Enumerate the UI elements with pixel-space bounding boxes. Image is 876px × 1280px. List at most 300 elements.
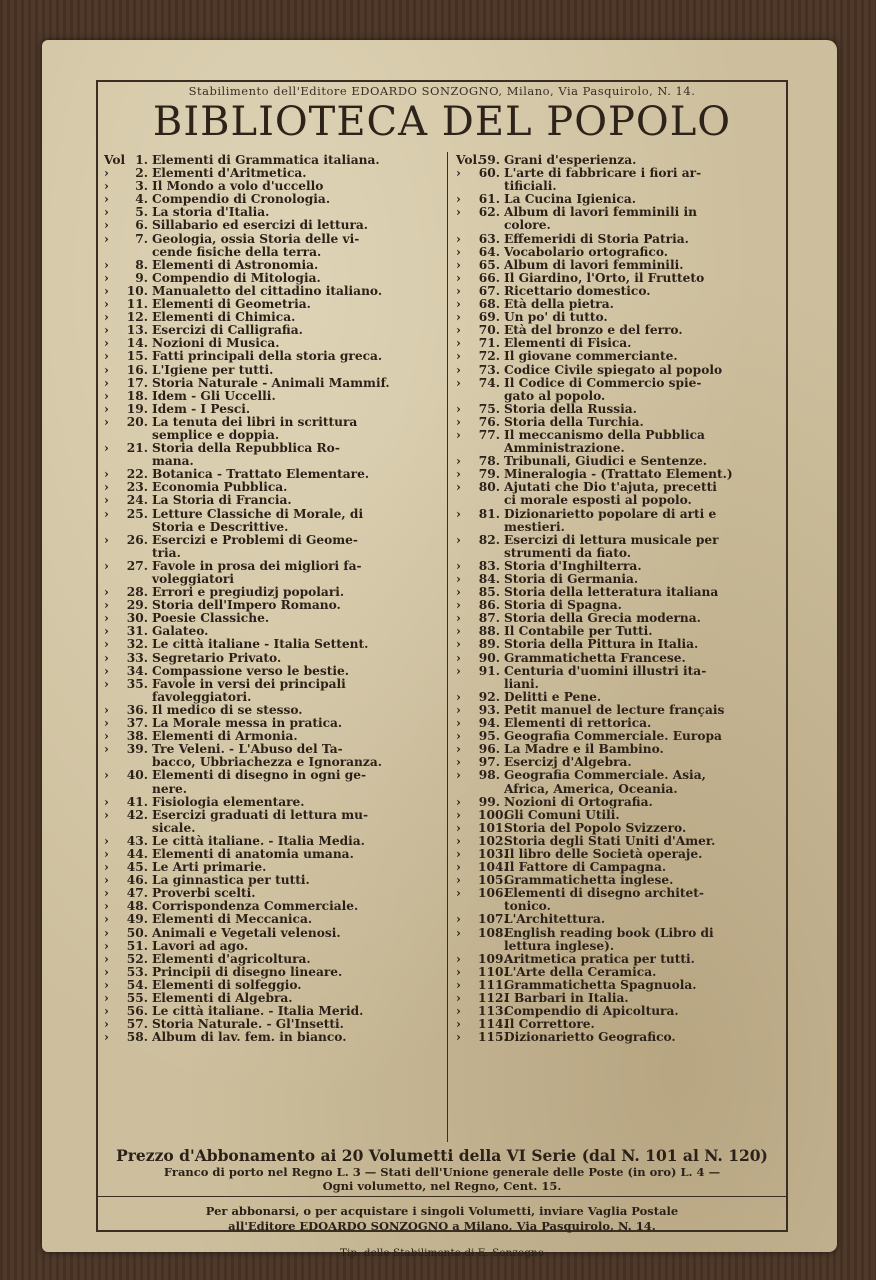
- catalog-entry: [104, 324, 442, 337]
- volume-title: Storia della Repubblica Ro-: [152, 442, 340, 456]
- volume-title: Storia Naturale. - Gl'Insetti.: [152, 1018, 344, 1032]
- volume-number: 98.: [478, 768, 500, 783]
- volume-number: 67.: [478, 283, 500, 298]
- volume-title: Elementi di Algebra.: [152, 992, 293, 1005]
- volume-title: Il Contabile per Tutti.: [504, 625, 653, 639]
- volume-number: 54.: [126, 977, 148, 992]
- entry-prefix: ›: [456, 257, 461, 272]
- volume-title: Animali e Vegetali velenosi.: [152, 926, 341, 940]
- volume-title: L'Architettura.: [504, 913, 606, 927]
- volume-title: Idem - I Pesci.: [152, 402, 251, 416]
- volume-title: Le città italiane. - Italia Merid.: [152, 1005, 364, 1019]
- volume-number: 17.: [126, 375, 148, 390]
- entry-prefix: ›: [456, 873, 461, 888]
- entry-prefix: ›: [104, 624, 109, 639]
- catalog-entry: [456, 534, 782, 547]
- entry-prefix: ›: [104, 912, 109, 927]
- volume-title: La tenuta dei libri in scrittura: [152, 415, 358, 429]
- volume-number: 19.: [126, 401, 148, 416]
- entry-prefix: ›: [104, 663, 109, 678]
- entry-prefix: ›: [456, 951, 461, 966]
- catalog-entry: [456, 481, 782, 494]
- catalog-entry: [104, 940, 442, 953]
- entry-prefix: ›: [104, 676, 109, 691]
- entry-prefix: ›: [456, 663, 461, 678]
- catalog-entry: [104, 337, 442, 350]
- catalog-entry: [104, 665, 442, 678]
- volume-title: Sillabario ed esercizi di lettura.: [152, 219, 369, 233]
- volume-number: 104.: [478, 860, 508, 875]
- entry-prefix: ›: [104, 283, 109, 298]
- volume-number: 115.: [478, 1030, 508, 1045]
- volume-number: 13.: [126, 323, 148, 338]
- volume-title: Storia della Russia.: [504, 402, 637, 416]
- entry-prefix: ›: [456, 323, 461, 338]
- volume-number: 109.: [478, 951, 508, 966]
- entry-prefix: ›: [104, 951, 109, 966]
- volume-title: Storia dell'Impero Romano.: [152, 599, 341, 613]
- entry-prefix: ›: [104, 768, 109, 783]
- entry-prefix: ›: [456, 611, 461, 626]
- volume-title: La Madre e il Bambino.: [504, 743, 664, 757]
- volume-number: 25.: [126, 506, 148, 521]
- volume-title: Vocabolario ortografico.: [504, 245, 668, 259]
- catalog-left-column: [104, 154, 442, 1044]
- order-line-2: all'Editore EDOARDO SONZOGNO a Milano, Via Pasquirolo, N. 14.: [228, 1219, 656, 1233]
- catalog-entry: [104, 259, 442, 272]
- entry-prefix: ›: [456, 637, 461, 652]
- volume-number: 91.: [478, 663, 500, 678]
- entry-prefix: ›: [456, 414, 461, 429]
- volume-number: 32.: [126, 637, 148, 652]
- entry-prefix: ›: [456, 558, 461, 573]
- entry-prefix: ›: [104, 401, 109, 416]
- catalog-entry: [104, 364, 442, 377]
- catalog-entry: [456, 953, 782, 966]
- volume-title: Esercizi di Calligrafia.: [152, 324, 303, 338]
- entry-prefix: ›: [456, 598, 461, 613]
- shipping-terms: [98, 1165, 786, 1193]
- entry-prefix: ›: [104, 716, 109, 731]
- entry-prefix: ›: [104, 179, 109, 194]
- entry-prefix: ›: [456, 624, 461, 639]
- entry-prefix: ›: [456, 480, 461, 495]
- volume-title: Poesie Classiche.: [152, 612, 270, 626]
- entry-prefix: ›: [104, 270, 109, 285]
- catalog-entry: [104, 442, 442, 455]
- volume-title: Lavori ad ago.: [152, 939, 249, 953]
- volume-number: 50.: [126, 925, 148, 940]
- entry-prefix: ›: [104, 899, 109, 914]
- catalog-entry: [104, 298, 442, 311]
- catalog-entry: [456, 403, 782, 416]
- catalog-entry: [104, 154, 442, 167]
- volume-title-continuation: tonico.: [504, 900, 551, 914]
- volume-title: La Morale messa in pratica.: [152, 717, 343, 731]
- entry-prefix: ›: [456, 166, 461, 181]
- catalog-entry: [104, 835, 442, 848]
- catalog-entry: [456, 743, 782, 756]
- volume-title: Elementi di Geometria.: [152, 298, 311, 312]
- volume-title: Corrispondenza Commerciale.: [152, 900, 359, 914]
- catalog-entry: [104, 887, 442, 900]
- volume-number: 110.: [478, 964, 508, 979]
- shipping-line-2: Ogni volumetto, nel Regno, Cent. 15.: [322, 1179, 562, 1193]
- entry-prefix: ›: [104, 925, 109, 940]
- volume-title: Favole in prosa dei migliori fa-: [152, 559, 362, 573]
- volume-title: Esercizi di lettura musicale per: [504, 533, 719, 547]
- catalog-entry: [104, 927, 442, 940]
- volume-title: Economia Pubblica.: [152, 481, 288, 495]
- volume-title: Storia di Spagna.: [504, 599, 622, 613]
- volume-number: 107.: [478, 912, 508, 927]
- catalog-entry: [104, 416, 442, 429]
- catalog-entry: [456, 416, 782, 429]
- entry-prefix: ›: [456, 336, 461, 351]
- volume-title: La ginnastica per tutti.: [152, 874, 310, 888]
- volume-title: Manualetto del cittadino italiano.: [152, 284, 383, 298]
- volume-number: 56.: [126, 1004, 148, 1019]
- catalog-entry: [104, 599, 442, 612]
- volume-number: 71.: [478, 336, 500, 351]
- entry-prefix: ›: [456, 820, 461, 835]
- volume-number: 52.: [126, 951, 148, 966]
- volume-title: Compendio di Apicoltura.: [504, 1005, 679, 1019]
- volume-title: Un po' di tutto.: [504, 311, 608, 325]
- volume-number: 92.: [478, 689, 500, 704]
- page-frame: [96, 80, 788, 1259]
- entry-prefix: ›: [456, 454, 461, 469]
- volume-title: Storia d'Inghilterra.: [504, 559, 642, 573]
- volume-title: Nozioni di Ortografia.: [504, 795, 653, 809]
- entry-prefix: ›: [104, 860, 109, 875]
- volume-number: 15.: [126, 349, 148, 364]
- volume-title: Botanica - Trattato Elementare.: [152, 468, 370, 482]
- volume-title: Grammatichetta inglese.: [504, 874, 674, 888]
- volume-number: 106.: [478, 886, 508, 901]
- volume-number: 103.: [478, 846, 508, 861]
- catalog-entry: [104, 534, 442, 547]
- volume-title-continuation: ci morale esposti al popolo.: [504, 494, 692, 508]
- volume-number: 1.: [135, 153, 148, 167]
- volume-number: 49.: [126, 912, 148, 927]
- volume-title: Nozioni di Musica.: [152, 337, 280, 351]
- catalog-entry: [104, 1018, 442, 1031]
- catalog-entry: [104, 193, 442, 206]
- catalog-entry: [456, 638, 782, 651]
- entry-prefix: ›: [104, 257, 109, 272]
- volume-title-continuation: liani.: [504, 677, 539, 691]
- volume-number: 83.: [478, 558, 500, 573]
- catalog-entry: [104, 861, 442, 874]
- volume-title: Elementi di solfeggio.: [152, 978, 302, 992]
- volume-number: 34.: [126, 663, 148, 678]
- catalog-entry: [456, 586, 782, 599]
- volume-number: 37.: [126, 716, 148, 731]
- catalog-entry: [456, 259, 782, 272]
- catalog-entry: [104, 743, 442, 756]
- volume-number: 100.: [478, 807, 508, 822]
- volume-number: 10.: [126, 283, 148, 298]
- entry-prefix: ›: [456, 964, 461, 979]
- catalog-entry: [104, 468, 442, 481]
- entry-prefix: ›: [104, 441, 109, 456]
- volume-title-continuation: favoleggiatori.: [152, 690, 252, 704]
- catalog-entry: [104, 848, 442, 861]
- catalog-entry: [104, 494, 442, 507]
- catalog-entry: [456, 455, 782, 468]
- volume-number: 81.: [478, 506, 500, 521]
- volume-title: Elementi di Meccanica.: [152, 913, 313, 927]
- volume-title: Album di lav. fem. in bianco.: [152, 1031, 347, 1045]
- volume-number: 63.: [478, 231, 500, 246]
- volume-title: Il libro delle Società operaje.: [504, 847, 703, 861]
- volume-title-continuation: semplice e doppia.: [152, 428, 280, 442]
- entry-prefix: ›: [456, 912, 461, 927]
- entry-prefix: ›: [104, 702, 109, 717]
- catalog-entry: [456, 206, 782, 219]
- volume-title: Codice Civile spiegato al popolo: [504, 363, 723, 377]
- volume-number: 16.: [126, 362, 148, 377]
- entry-prefix: ›: [104, 585, 109, 600]
- volume-number: 77.: [478, 427, 500, 442]
- entry-prefix: ›: [456, 846, 461, 861]
- volume-title: Il meccanismo della Pubblica: [504, 428, 705, 442]
- catalog-entry: [456, 246, 782, 259]
- volume-number: 59.: [478, 153, 500, 167]
- catalog-entry: [104, 874, 442, 887]
- volume-title: Favole in versi dei principali: [152, 677, 346, 691]
- catalog-entry: [456, 730, 782, 743]
- volume-title: Età della pietra.: [504, 298, 614, 312]
- volume-number: 24.: [126, 493, 148, 508]
- entry-prefix: ›: [104, 218, 109, 233]
- volume-number: 76.: [478, 414, 500, 429]
- volume-title: Delitti e Pene.: [504, 690, 602, 704]
- entry-prefix: ›: [456, 192, 461, 207]
- volume-number: 44.: [126, 846, 148, 861]
- catalog-entry: [456, 508, 782, 521]
- volume-title: Il Fattore di Campagna.: [504, 861, 667, 875]
- volume-number: 55.: [126, 991, 148, 1005]
- volume-title-continuation: sicale.: [152, 821, 196, 835]
- volume-title: Fatti principali della storia greca.: [152, 350, 383, 364]
- catalog-entry: [104, 900, 442, 913]
- catalog-entry: [456, 652, 782, 665]
- volume-title: Età del bronzo e del ferro.: [504, 324, 683, 338]
- volume-number: 9.: [135, 270, 148, 285]
- volume-number: 89.: [478, 637, 500, 652]
- catalog-entry: [456, 809, 782, 822]
- volume-title: Dizionarietto popolare di arti e: [504, 507, 717, 521]
- entry-prefix: ›: [456, 375, 461, 390]
- entry-prefix: ›: [456, 742, 461, 757]
- volume-title: Il medico di se stesso.: [152, 703, 303, 717]
- catalog-entry: [456, 468, 782, 481]
- volume-number: 75.: [478, 401, 500, 416]
- volume-number: 43.: [126, 833, 148, 848]
- catalog-entry: [104, 586, 442, 599]
- catalog-entry: [456, 167, 782, 180]
- entry-prefix: ›: [104, 388, 109, 403]
- entry-prefix: ›: [104, 991, 109, 1005]
- catalog-entry: [104, 717, 442, 730]
- volume-number: 70.: [478, 323, 500, 338]
- catalog-entry: [456, 337, 782, 350]
- entry-prefix: ›: [456, 794, 461, 809]
- volume-number: 87.: [478, 611, 500, 626]
- volume-number: 14.: [126, 336, 148, 351]
- volume-number: 48.: [126, 899, 148, 914]
- catalog-entry: [456, 599, 782, 612]
- volume-title: Elementi di Fisica.: [504, 337, 632, 351]
- entry-prefix: ›: [456, 270, 461, 285]
- volume-number: 47.: [126, 886, 148, 901]
- volume-number: 53.: [126, 964, 148, 979]
- volume-title: Grammatichetta Francese.: [504, 651, 686, 665]
- entry-prefix: ›: [456, 427, 461, 442]
- entry-prefix: ›: [104, 506, 109, 521]
- catalog-entry: [456, 573, 782, 586]
- catalog-entry: [104, 560, 442, 573]
- volume-title: Elementi di Astronomia.: [152, 258, 319, 272]
- volume-title: Il Mondo a volo d'uccello: [152, 180, 324, 194]
- volume-title: Gli Comuni Utili.: [504, 808, 620, 822]
- entry-prefix: ›: [456, 886, 461, 901]
- catalog-entry: [104, 285, 442, 298]
- volume-title-continuation: tria.: [152, 546, 181, 560]
- entry-prefix: ›: [104, 1004, 109, 1019]
- catalog-entry: [104, 377, 442, 390]
- entry-prefix: ›: [104, 977, 109, 992]
- order-line-1: Per abbonarsi, o per acquistare i singoli Volumetti, inviare Vaglia Postale: [205, 1204, 679, 1218]
- catalog-entry: [456, 311, 782, 324]
- catalog-entry: [456, 350, 782, 363]
- volume-title: Fisiologia elementare.: [152, 795, 305, 809]
- volume-title-continuation: mestieri.: [504, 520, 565, 534]
- volume-number: 90.: [478, 650, 500, 665]
- entry-prefix: ›: [104, 846, 109, 861]
- entry-prefix: ›: [456, 925, 461, 940]
- volume-title: Le città italiane. - Italia Media.: [152, 834, 365, 848]
- catalog-entry: [456, 927, 782, 940]
- catalog-entry: [456, 966, 782, 979]
- entry-prefix: ›: [456, 716, 461, 731]
- volume-title: Geografia Commerciale. Europa: [504, 730, 722, 744]
- entry-prefix: ›: [104, 467, 109, 482]
- volume-title: Elementi di anatomia umana.: [152, 847, 354, 861]
- volume-number: 66.: [478, 270, 500, 285]
- volume-title: Storia della Grecia moderna.: [504, 612, 701, 626]
- volume-title: Elementi d'agricoltura.: [152, 952, 311, 966]
- volume-number: 21.: [126, 441, 148, 456]
- catalog-entry: [104, 403, 442, 416]
- volume-title: Grammatichetta Spagnuola.: [504, 978, 697, 992]
- catalog-entry: [456, 272, 782, 285]
- volume-title: Idem - Gli Uccelli.: [152, 389, 276, 403]
- volume-number: 113.: [478, 1004, 508, 1019]
- catalog-entry: [104, 979, 442, 992]
- volume-title-continuation: nere.: [152, 782, 188, 796]
- volume-number: 4.: [135, 192, 148, 207]
- volume-number: 45.: [126, 860, 148, 875]
- catalog-entry: [456, 612, 782, 625]
- volume-number: 39.: [126, 742, 148, 757]
- volume-title: Esercizi graduati di lettura mu-: [152, 808, 369, 822]
- volume-title: Letture Classiche di Morale, di: [152, 507, 364, 521]
- entry-prefix: ›: [104, 349, 109, 364]
- volume-title-continuation: cende fisiche della terra.: [152, 245, 322, 259]
- catalog-entry: [104, 809, 442, 822]
- volume-title: Geologia, ossia Storia delle vi-: [152, 232, 360, 246]
- volume-number: 64.: [478, 244, 500, 259]
- volume-title: Elementi di Armonia.: [152, 730, 298, 744]
- volume-number: 27.: [126, 558, 148, 573]
- volume-title-continuation: strumenti da fiato.: [504, 546, 631, 560]
- volume-number: 5.: [135, 205, 148, 220]
- volume-number: 62.: [478, 205, 500, 220]
- catalog-entry: [456, 717, 782, 730]
- catalog-entry: [104, 1031, 442, 1044]
- entry-prefix: ›: [456, 977, 461, 992]
- volume-title: Storia del Popolo Svizzero.: [504, 821, 687, 835]
- volume-number: 41.: [126, 794, 148, 809]
- entry-prefix: ›: [104, 886, 109, 901]
- entry-prefix: ›: [456, 1017, 461, 1032]
- catalog-entry: [104, 730, 442, 743]
- volume-number: 23.: [126, 480, 148, 495]
- catalog-entry: [456, 704, 782, 717]
- volume-title: Elementi di Grammatica italiana.: [152, 154, 380, 167]
- volume-number: 73.: [478, 362, 500, 377]
- catalog-entry: [104, 233, 442, 246]
- entry-prefix: ›: [104, 794, 109, 809]
- volume-title: Le città italiane - Italia Settent.: [152, 638, 369, 652]
- page-title: BIBLIOTECA DEL POPOLO: [152, 99, 732, 145]
- volume-number: 51.: [126, 938, 148, 953]
- order-instructions: [98, 1204, 786, 1234]
- volume-title: Errori e pregiudizj popolari.: [152, 586, 345, 600]
- volume-title: Esercizi e Problemi di Geome-: [152, 533, 358, 547]
- volume-number: 58.: [126, 1030, 148, 1045]
- entry-prefix: ›: [456, 532, 461, 547]
- volume-number: 38.: [126, 729, 148, 744]
- volume-number: 72.: [478, 349, 500, 364]
- volume-number: 42.: [126, 807, 148, 822]
- booklet-cover: [42, 40, 837, 1259]
- volume-number: 57.: [126, 1017, 148, 1032]
- volume-number: 88.: [478, 624, 500, 639]
- volume-title: Storia della Pittura in Italia.: [504, 638, 699, 652]
- catalog-entry: [456, 822, 782, 835]
- volume-title: Storia Naturale - Animali Mammif.: [152, 376, 390, 390]
- volume-title: L'arte di fabbricare i fiori ar-: [504, 167, 702, 181]
- catalog-entry: [456, 835, 782, 848]
- entry-prefix: ›: [104, 637, 109, 652]
- catalog-entry: [104, 638, 442, 651]
- volume-title-continuation: lettura inglese).: [504, 939, 615, 953]
- volume-title: Compendio di Cronologia.: [152, 193, 331, 207]
- volume-number: 102.: [478, 833, 508, 848]
- volume-title: Elementi d'Aritmetica.: [152, 167, 307, 181]
- catalog-entry: [456, 1031, 782, 1044]
- entry-prefix: ›: [104, 873, 109, 888]
- catalog-entry: [104, 390, 442, 403]
- volume-title-continuation: tificiali.: [504, 180, 557, 194]
- catalog-entry: [104, 180, 442, 193]
- volume-number: 31.: [126, 624, 148, 639]
- volume-title: English reading book (Libro di: [504, 926, 714, 940]
